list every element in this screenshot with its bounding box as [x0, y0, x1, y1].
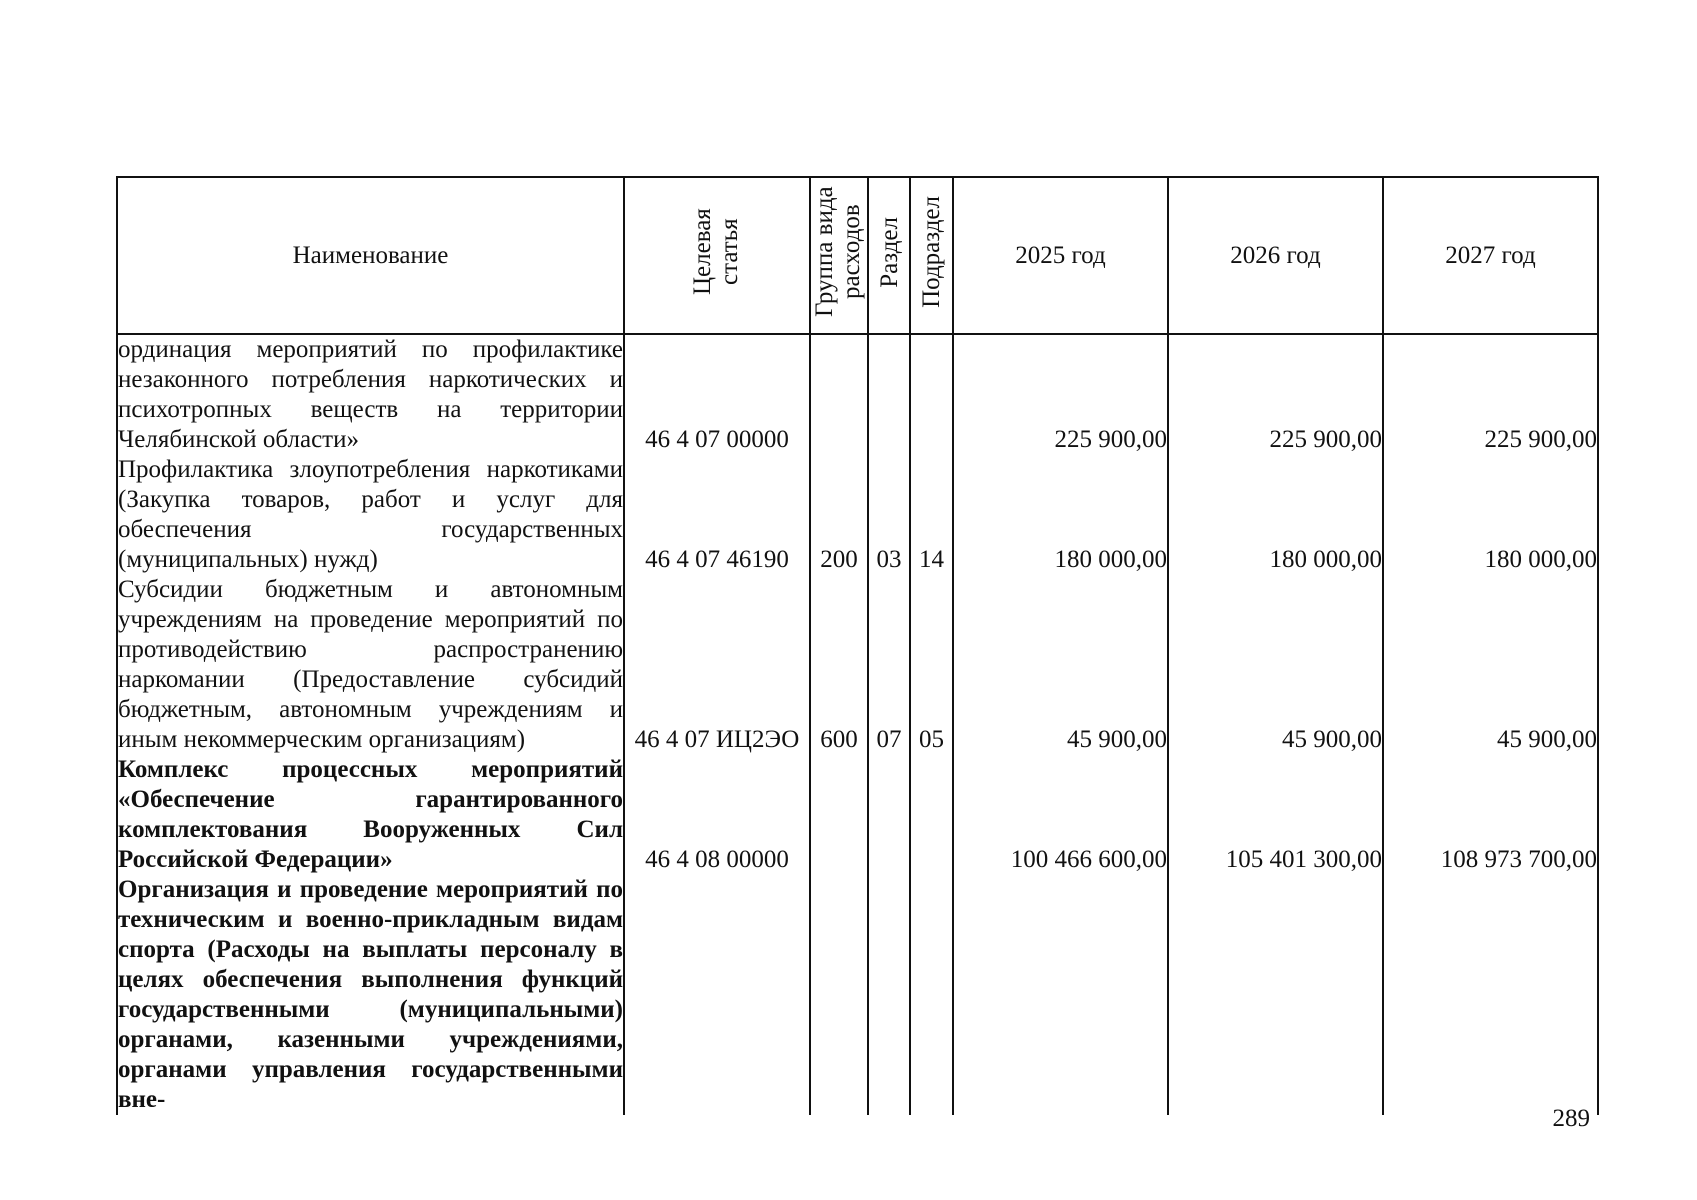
table-row [117, 575, 1598, 755]
row-target-article: 46 4 07 00000 [624, 334, 810, 455]
row-section: 07 [868, 575, 910, 755]
row-amount-2027: 180 000,00 [1383, 455, 1598, 575]
page-number: 289 [1552, 1105, 1590, 1132]
row-section: 03 [868, 455, 910, 575]
row-amount-2026: 180 000,00 [1168, 455, 1383, 575]
row-name: Профилактика злоупотребления наркотиками (Закупка товаров, работ и услуг для обеспечения государственных (муниципальных) нужд) [118, 456, 623, 573]
header-section: Раздел [868, 177, 910, 334]
header-name: Наименование [117, 177, 624, 334]
row-subsection: 14 [910, 455, 953, 575]
row-amount-2026: 225 900,00 [1168, 334, 1383, 455]
table-row [117, 755, 1598, 875]
row-amount-2025: 100 466 600,00 [953, 755, 1168, 875]
row-expense-group [810, 334, 868, 455]
row-name: Субсидии бюджетным и автономным учреждениям на проведение мероприятий по противодействию распространению наркомании (Предоставление субсидий бюджетным, автономным учреждениям и иным некоммерческим организациям) [118, 576, 623, 753]
row-section [868, 334, 910, 455]
header-year-2027: 2027 год [1383, 177, 1598, 334]
row-expense-group [810, 755, 868, 875]
row-target-article: 46 4 07 ИЦ2ЭО [624, 575, 810, 755]
row-amount-2025: 225 900,00 [953, 334, 1168, 455]
row-name: Организация и проведение мероприятий по техническим и военно-прикладным видам спорта (Расходы на выплаты персоналу в целях обеспечения выполнения функций государственными (муниципальными) органами, казенными учреждениями, органами управления государственными вне- [118, 876, 623, 1113]
row-amount-2026: 45 900,00 [1168, 575, 1383, 755]
budget-table [116, 176, 1599, 1115]
row-expense-group: 200 [810, 455, 868, 575]
row-amount-2027: 108 973 700,00 [1383, 755, 1598, 875]
row-subsection [910, 755, 953, 875]
row-amount-2026 [1168, 875, 1383, 1115]
row-subsection [910, 334, 953, 455]
row-target-article: 46 4 07 46190 [624, 455, 810, 575]
row-subsection [910, 875, 953, 1115]
row-subsection: 05 [910, 575, 953, 755]
table-row [117, 455, 1598, 575]
row-amount-2027 [1383, 875, 1598, 1115]
table-row [117, 334, 1598, 455]
row-section [868, 755, 910, 875]
header-row [117, 177, 1598, 334]
row-amount-2027: 45 900,00 [1383, 575, 1598, 755]
row-amount-2025: 180 000,00 [953, 455, 1168, 575]
row-amount-2027: 225 900,00 [1383, 334, 1598, 455]
row-name: ординация мероприятий по профилактике незаконного потребления наркотических и психотропных веществ на территории Челябинской области» [118, 336, 623, 453]
row-section [868, 875, 910, 1115]
header-expense-group: Группа вида расходов [810, 177, 868, 334]
table-row [117, 875, 1598, 1115]
row-expense-group: 600 [810, 575, 868, 755]
row-name: Комплекс процессных мероприятий «Обеспечение гарантированного комплектования Вооруженных Сил Российской Федерации» [118, 756, 623, 873]
row-target-article [624, 875, 810, 1115]
header-year-2026: 2026 год [1168, 177, 1383, 334]
row-amount-2025 [953, 875, 1168, 1115]
row-amount-2026: 105 401 300,00 [1168, 755, 1383, 875]
header-target-article: Целевая статья [624, 177, 810, 334]
header-subsection: Подраздел [910, 177, 953, 334]
row-target-article: 46 4 08 00000 [624, 755, 810, 875]
row-amount-2025: 45 900,00 [953, 575, 1168, 755]
header-year-2025: 2025 год [953, 177, 1168, 334]
row-expense-group [810, 875, 868, 1115]
